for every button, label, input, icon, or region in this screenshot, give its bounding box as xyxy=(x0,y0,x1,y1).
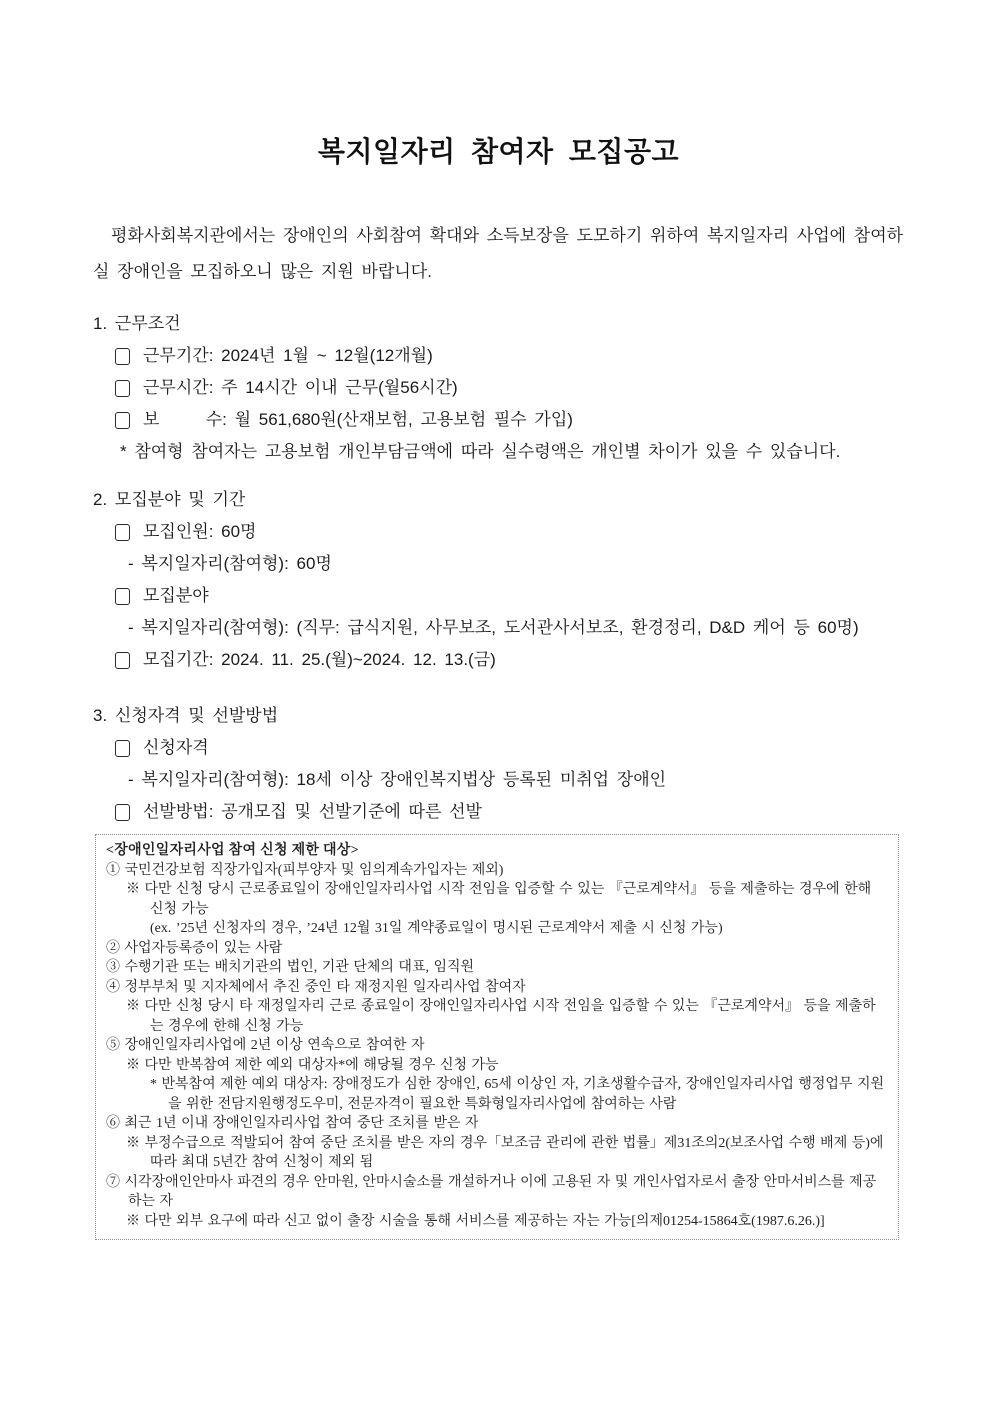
sub-list-item: - 복지일자리(참여형): 18세 이상 장애인복지법상 등록된 미취업 장애인 xyxy=(128,770,667,789)
checkbox-icon xyxy=(115,588,130,605)
restriction-line: (ex. ’25년 신청자의 경우, ’24년 12월 31일 계약종료일이 명시된 근로계약서 제출 시 신청 가능) xyxy=(150,921,723,936)
list-item-text: 근무기간: 2024년 1월 ~ 12월(12개월) xyxy=(143,346,433,365)
restriction-line: ※ 다만 반복참여 제한 예외 대상자*에 해당될 경우 신청 가능 xyxy=(126,1057,499,1073)
section-heading: 3. 신청자격 및 선발방법 xyxy=(93,706,279,725)
checkbox-icon xyxy=(115,652,130,669)
restriction-line: ※ 다만 신청 당시 타 재정일자리 근로 종료일이 장애인일자리사업 시작 전임을 입증할 수 있는 『근로계약서』 등을 제출하는 경우에 한해 신청 가능 xyxy=(126,999,876,1034)
list-item-text: 선발방법: 공개모집 및 선발기준에 따른 선발 xyxy=(143,802,482,821)
checkbox-icon xyxy=(115,524,130,541)
list-item-text: 모집기간: 2024. 11. 25.(월)~2024. 12. 13.(금) xyxy=(143,650,496,669)
list-item xyxy=(115,372,904,404)
restriction-line: ⑤ 장애인일자리사업에 2년 이상 연속으로 참여한 자 xyxy=(106,1038,425,1053)
restriction-line: ⑥ 최근 1년 이내 장애인일자리사업 참여 중단 조치를 받은 자 xyxy=(106,1116,479,1131)
section-heading: 1. 근무조건 xyxy=(93,314,181,333)
section-eligibility-selection xyxy=(93,700,904,828)
list-item-text: 보 수: 월 561,680원(산재보험, 고용보험 필수 가입) xyxy=(143,410,573,429)
intro-paragraph: 평화사회복지관에서는 장애인의 사회참여 확대와 소득보장을 도모하기 위하여 복지일자리 사업에 참여하실 장애인을 모집하오니 많은 지원 바랍니다. xyxy=(93,226,904,281)
list-item xyxy=(115,516,904,548)
checkbox-icon xyxy=(115,804,130,821)
section-heading: 2. 모집분야 및 기간 xyxy=(93,490,246,509)
restriction-box xyxy=(95,834,899,1240)
checkbox-icon xyxy=(115,740,130,757)
page-title: 복지일자리 참여자 모집공고 xyxy=(317,136,680,167)
list-item xyxy=(115,644,904,676)
checkbox-icon xyxy=(115,380,130,397)
restriction-line: ※ 다만 신청 당시 근로종료일이 장애인일자리사업 시작 전임을 입증할 수 있는 『근로계약서』 등을 제출하는 경우에 한해 신청 가능 xyxy=(126,882,876,917)
restriction-line: ③ 수행기관 또는 배치기관의 법인, 기관 단체의 대표, 임직원 xyxy=(106,960,475,975)
restriction-line: ※ 다만 외부 요구에 따라 신고 없이 출장 시술을 통해 서비스를 제공하는 자는 가능[의제01254-15864호(1987.6.26.)] xyxy=(126,1213,825,1229)
list-item xyxy=(115,404,904,436)
list-item-text: 신청자격 xyxy=(143,738,209,757)
list-item-text: 모집분야 xyxy=(143,586,209,605)
footnote: * 참여형 참여자는 고용보험 개인부담금액에 따라 실수령액은 개인별 차이가 있을 수 있습니다. xyxy=(120,442,841,461)
restriction-line: ⑦ 시각장애인안마사 파견의 경우 안마원, 안마시술소를 개설하거나 이에 고용된 자 및 개인사업자로서 출장 안마서비스를 제공하는 자 xyxy=(106,1174,877,1209)
sub-list-item: - 복지일자리(참여형): (직무: 급식지원, 사무보조, 도서관사서보조, 환경정리, D&D 케어 등 60명) xyxy=(128,618,859,637)
list-item xyxy=(115,796,904,828)
restriction-line: * 반복참여 제한 예외 대상자: 장애정도가 심한 장애인, 65세 이상인 자, 기초생활수급자, 장애인일자리사업 행정업무 지원을 위한 전담지원행정도우미, 전문자격이 필요한 특화형일자리사업에 참여하는 사람 xyxy=(150,1077,885,1112)
list-item xyxy=(115,732,904,764)
restriction-line: ② 사업자등록증이 있는 사람 xyxy=(106,940,283,956)
list-item-text: 모집인원: 60명 xyxy=(143,522,257,541)
list-item xyxy=(115,580,904,612)
section-work-conditions xyxy=(93,308,904,468)
sub-list-item: - 복지일자리(참여형): 60명 xyxy=(128,554,332,573)
restriction-line: ① 국민건강보험 직장가입자(피부양자 및 임의계속가입자는 제외) xyxy=(106,862,504,878)
section-recruit-field-period xyxy=(93,484,904,676)
checkbox-icon xyxy=(115,412,130,429)
restriction-line: ※ 부정수급으로 적발되어 참여 중단 조치를 받은 자의 경우「보조금 관리에 관한 법률」제31조의2(보조사업 수행 배제 등)에 따라 최대 5년간 참여 신청이 제외 됨 xyxy=(126,1135,888,1170)
restriction-line: ④ 정부부처 및 지자체에서 추진 중인 타 재정지원 일자리사업 참여자 xyxy=(106,979,526,995)
restriction-box-title: <장애인일자리사업 참여 신청 제한 대상> xyxy=(106,843,359,858)
list-item-text: 근무시간: 주 14시간 이내 근무(월56시간) xyxy=(143,378,458,397)
list-item xyxy=(115,340,904,372)
checkbox-icon xyxy=(115,348,130,365)
